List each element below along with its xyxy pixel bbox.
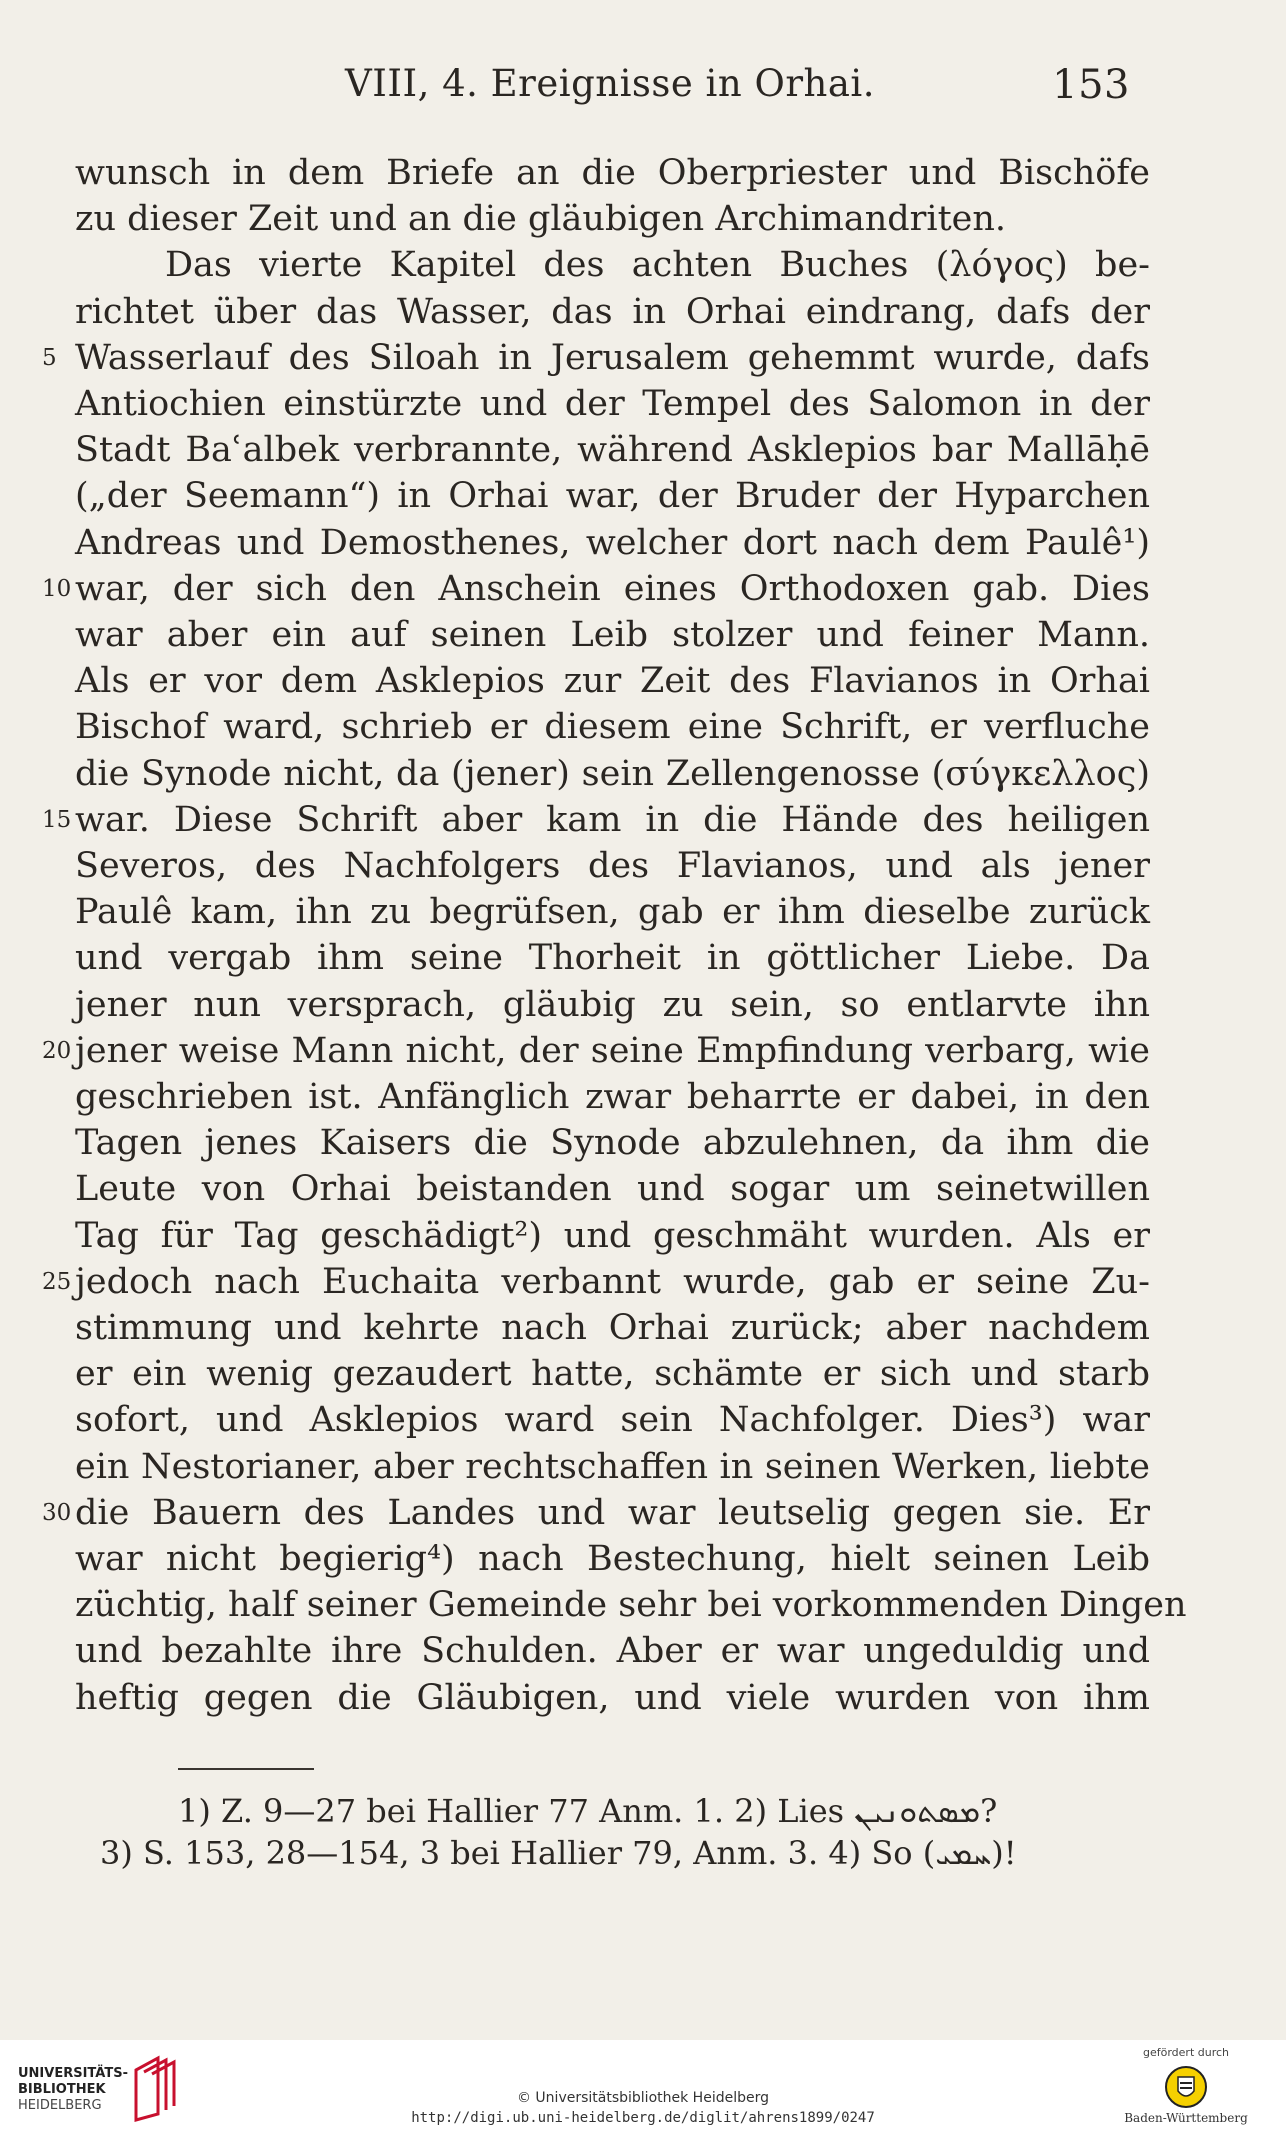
text-line: Das vierte Kapitel des achten Buches (λόγος) be- [165, 245, 1150, 285]
text-line: jener weise Mann nicht, der seine Empfindung verbarg, wie [75, 1031, 1150, 1071]
line-number: 25 [42, 1269, 72, 1295]
text-line: und bezahlte ihre Schulden. Aber er war ungeduldig und [75, 1631, 1150, 1671]
permalink[interactable]: http://digi.ub.uni-heidelberg.de/diglit/ahrens1899/0247 [411, 2110, 875, 2126]
text-line: Stadt Baʿalbek verbrannte, während Asklepios bar Mallāḥē [75, 430, 1150, 470]
library-line-2: BIBLIOTHEK [18, 2082, 106, 2097]
line-number: 20 [42, 1038, 72, 1064]
text-line: ein Nestorianer, aber rechtschaffen in seinen Werken, liebte [75, 1447, 1150, 1487]
footnote-line-1: 1) Z. 9—27 bei Hallier 77 Anm. 1. 2) Lies ܡܣܬܘܢܝܢ? [178, 1792, 998, 1830]
footnote-line-2: 3) S. 153, 28—154, 3 bei Hallier 79, Anm. 3. 4) So (ܚܡܝ)! [100, 1834, 1017, 1872]
text-line: heftig gegen die Gläubigen, und viele wurden von ihm [75, 1678, 1150, 1718]
text-line: Tag für Tag geschädigt²) und geschmäht wurden. Als er [75, 1216, 1150, 1256]
text-line: war nicht begierig⁴) nach Bestechung, hielt seinen Leib [75, 1539, 1150, 1579]
sponsor-block [1116, 2046, 1256, 2125]
text-line: Leute von Orhai beistanden und sogar um seinetwillen [75, 1169, 1150, 1209]
line-number: 30 [42, 1500, 72, 1526]
digitization-footer [0, 2040, 1286, 2134]
text-line: Andreas und Demosthenes, welcher dort nach dem Paulê¹) [75, 523, 1150, 563]
text-line: jedoch nach Euchaita verbannt wurde, gab er seine Zu- [75, 1262, 1150, 1302]
line-number: 5 [42, 345, 57, 371]
text-line: Severos, des Nachfolgers des Flavianos, und als jener [75, 846, 1150, 886]
library-line-3: HEIDELBERG [18, 2098, 102, 2113]
text-line: die Synode nicht, da (jener) sein Zellengenosse (σύγκελλος) [75, 754, 1150, 794]
text-line: Tagen jenes Kaisers die Synode abzulehnen, da ihm die [75, 1123, 1150, 1163]
text-line: Paulê kam, ihn zu begrüfsen, gab er ihm dieselbe zurück [75, 892, 1150, 932]
text-line: war aber ein auf seinen Leib stolzer und feiner Mann. [75, 615, 1150, 655]
text-line: sofort, und Asklepios ward sein Nachfolger. Dies³) war [75, 1400, 1150, 1440]
text-line: Wasserlauf des Siloah in Jerusalem gehemmt wurde, dafs [75, 338, 1150, 378]
library-line-1: UNIVERSITÄTS- [18, 2066, 128, 2081]
text-line: war. Diese Schrift aber kam in die Hände des heiligen [75, 800, 1150, 840]
text-line: geschrieben ist. Anfänglich zwar beharrte er dabei, in den [75, 1077, 1150, 1117]
footnote-rule [178, 1768, 314, 1770]
text-line: und vergab ihm seine Thorheit in göttlicher Liebe. Da [75, 938, 1150, 978]
copyright-notice: © Universitätsbibliothek Heidelberg [516, 2090, 769, 2106]
text-line: die Bauern des Landes und war leutselig gegen sie. Er [75, 1493, 1150, 1533]
text-line: richtet über das Wasser, das in Orhai eindrang, dafs der [75, 292, 1150, 332]
text-line: zu dieser Zeit und an die gläubigen Archimandriten. [75, 199, 1007, 239]
text-line: („der Seemann“) in Orhai war, der Bruder der Hyparchen [75, 476, 1150, 516]
sponsor-name: Baden-Württemberg [1124, 2111, 1248, 2125]
text-line: Bischof ward, schrieb er diesem eine Schrift, er verfluche [75, 707, 1150, 747]
line-number: 10 [42, 576, 72, 602]
state-crest-icon [1164, 2065, 1208, 2109]
running-header [345, 62, 1130, 112]
text-line: jener nun versprach, gläubig zu sein, so entlarvte ihn [75, 985, 1150, 1025]
running-title: VIII, 4. Ereignisse in Orhai. [345, 62, 875, 105]
line-number: 15 [42, 807, 72, 833]
sponsor-label: gefördert durch [1142, 2046, 1230, 2059]
text-line: Als er vor dem Asklepios zur Zeit des Flavianos in Orhai [75, 661, 1150, 701]
text-line: war, der sich den Anschein eines Orthodoxen gab. Dies [75, 569, 1150, 609]
text-line: Antiochien einstürzte und der Tempel des Salomon in der [75, 384, 1150, 424]
page-number: 153 [1052, 62, 1130, 108]
text-line: er ein wenig gezaudert hatte, schämte er sich und starb [75, 1354, 1150, 1394]
text-line: wunsch in dem Briefe an die Oberpriester und Bischöfe [75, 153, 1150, 193]
text-line: züchtig, half seiner Gemeinde sehr bei vorkommenden Dingen [75, 1585, 1187, 1625]
text-line: stimmung und kehrte nach Orhai zurück; aber nachdem [75, 1308, 1150, 1348]
